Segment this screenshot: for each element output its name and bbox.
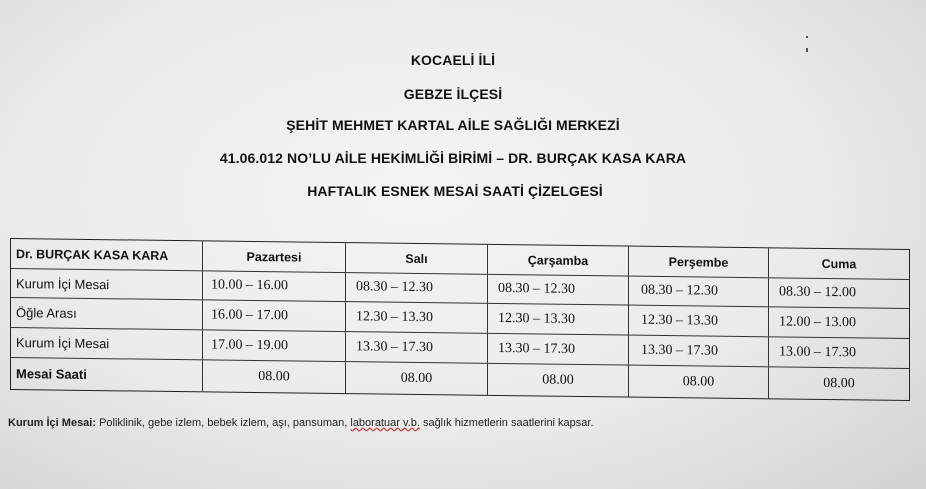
footnote-label: Kurum İçi Mesai: [8,417,97,429]
table-cell: 12.00 – 13.00 [779,313,856,330]
table-cell: 16.00 – 17.00 [203,300,346,331]
header-cell-day: Pazartesi [203,241,346,272]
row-label: Kurum İçi Mesai [11,269,203,299]
header-cell-day: Cuma [821,256,857,271]
unit-heading: 41.06.012 NO’LU AİLE HEKİMLİĞİ BİRİMİ – DR. BURÇAK KASA KARA [219,150,687,166]
table-cell: 08.00 [346,362,488,395]
table-cell: 08.00 [488,364,629,397]
health-center-heading: ŞEHİT MEHMET KARTAL AİLE SAĞLIĞI MERKEZİ [286,117,620,133]
header-cell-doctor: Dr. BURÇAK KASA KARA [11,239,203,270]
row-label: Mesai Saati [11,358,203,391]
table-cell: 08.00 [823,375,855,391]
header-cell-day: Perşembe [629,247,769,278]
table-cell: 08.00 [629,366,769,399]
table-cell: 08.30 – 12.30 [629,277,769,307]
table-cell: 12.30 – 13.30 [346,302,488,333]
table-cell: 12.30 – 13.30 [629,306,769,337]
schedule-title: HAFTALIK ESNEK MESAİ SAATİ ÇİZELGESİ [307,183,603,199]
row-label: Kurum İçi Mesai [11,328,203,359]
province-heading: KOCAELİ İLİ [410,52,496,68]
schedule-table [10,238,910,401]
footnote-underlined-text: laboratuar v.b. [350,417,420,429]
table-cell: 08.30 – 12.30 [488,275,629,305]
table-cell: 13.30 – 17.30 [346,332,488,363]
header-cell-day: Salı [346,243,488,274]
footnote-text: Poliklinik, gebe izlem, bebek izlem, aşı, pansuman, [96,417,351,429]
table-cell: 10.00 – 16.00 [203,271,346,301]
table-cell: 13.00 – 17.30 [779,343,856,360]
table-cell: 08.00 [203,360,346,393]
district-heading: GEBZE İLÇESİ [403,86,503,102]
table-cell: 08.30 – 12.00 [779,284,856,301]
table-cell: 13.30 – 17.30 [488,334,629,365]
table-cell: 08.30 – 12.30 [346,273,488,303]
table-cell: 17.00 – 19.00 [203,330,346,361]
row-label: Öğle Arası [11,298,203,329]
footnote [8,417,594,429]
speck [806,36,808,38]
footnote-text-end: sağlık hizmetlerin saatlerini kapsar. [419,417,594,429]
header-cell-day: Çarşamba [488,245,629,276]
table-cell: 13.30 – 17.30 [629,336,769,367]
table-cell: 12.30 – 13.30 [488,304,629,335]
